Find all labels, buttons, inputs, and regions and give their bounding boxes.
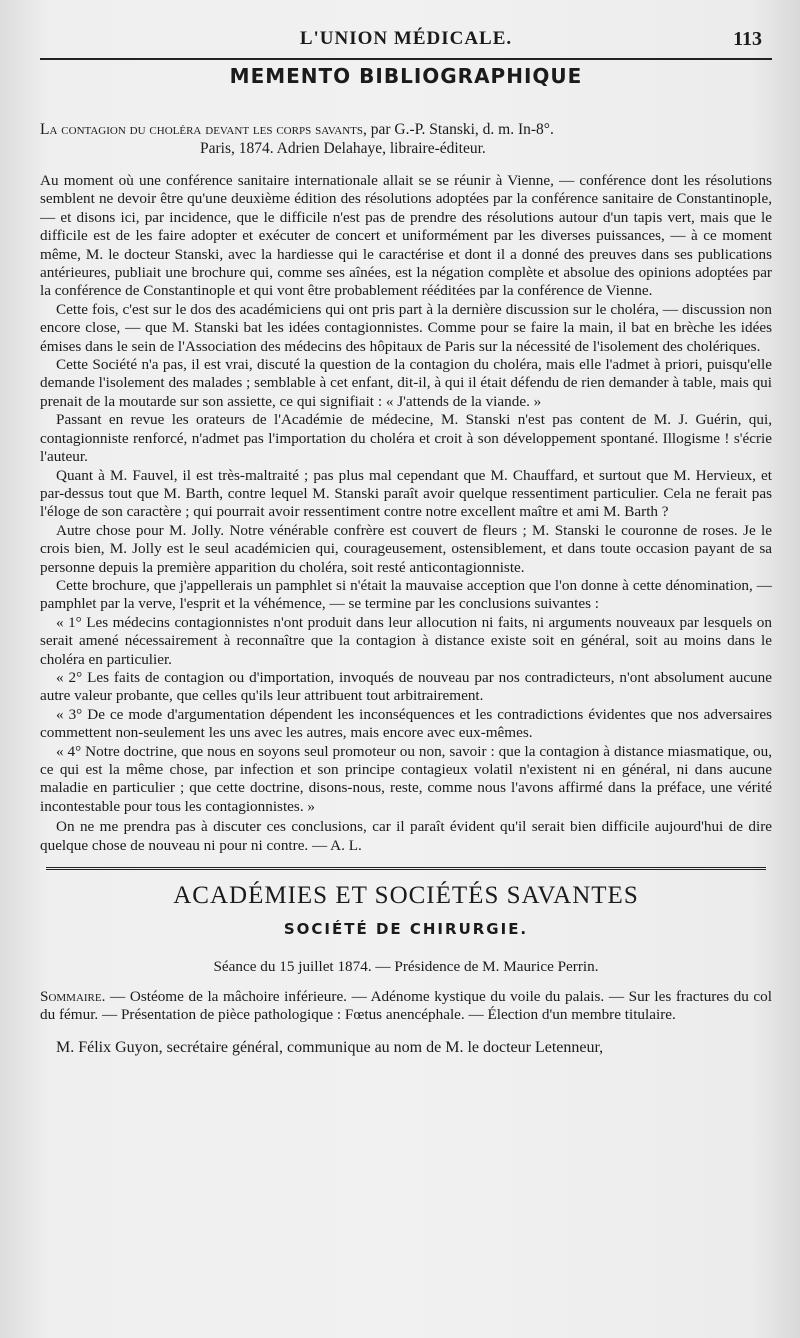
conclusion-item: « 1° Les médecins contagionnistes n'ont produit dans leur allocution ni faits, ni arguments nouveaux par lesquels on serait amené nécessairement à reconnaître que la contagion à distance existe soit en général, soit au moins dans le choléra en particulier.: [40, 613, 772, 668]
review-paragraph: Cette Société n'a pas, il est vrai, discuté la question de la contagion du choléra, mais elle l'admet à priori, puisqu'elle demande l'isolement des malades ; semblable à cet enfant, dit-il, à qui il était défendu de rien demander à table, mais qui prenait de la moutarde sur son assiette, ce qui signifiait : « J'attends de la viande. »: [40, 356, 772, 410]
conclusion-item: « 3° De ce mode d'argumentation dépendent les inconséquences et les contradictions évidentes que nos adversaires commettent non-seulement les uns avec les autres, mais encore avec eux-mêmes.: [40, 705, 772, 742]
review-paragraph: Au moment où une conférence sanitaire internationale allait se se réunir à Vienne, — conférence dont les résolutions semblent ne devoir être qu'une deuxième édition des résolutions adoptées par la conférence sanitaire de Constantinople, — et disons ici, par incidence, que le difficile n'est pas de prendre des résolutions autour d'un tapis vert, mais que le difficile est de les faire adopter et exécuter de concert et uniformément par les diverses puissances, — à ce moment même, M. le docteur Stanski, avec la hardiesse qui le caractérise et dont il a donné des preuves dans ses publications antérieures, publiait une brochure qui, comme ses aînées, est la négation complète et absolue des opinions adoptées par la conférence de Constantinople et qui vont être probablement rééditées par la conférence de Vienne.: [40, 172, 772, 300]
bibliographic-reference: [40, 120, 772, 158]
memento-title: MEMENTO BIBLIOGRAPHIQUE: [229, 64, 583, 88]
review-paragraph: Cette brochure, que j'appellerais un pamphlet si n'était la mauvaise acception que l'on donne à cette dénomination, — pamphlet par la verve, l'esprit et la véhémence, — se termine par les conclusions suivantes :: [40, 576, 772, 613]
section-divider: [46, 867, 766, 870]
reference-author: par G.-P. Stanski, d. m. In-8°.: [366, 121, 554, 138]
review-paragraph: Quant à M. Fauvel, il est très-maltraité ; pas plus mal cependant que M. Chauffard, et surtout que M. Hervieux, et par-dessus tout que M. Barth, contre lequel M. Stanski paraît avoir quelque ressentiment particulier. Cela ne ferait pas l'éloge de son caractère ; qui pourrait avoir ressentiment contre notre excellent maître et ami M. Barth ?: [40, 466, 772, 521]
header-rule: [40, 58, 772, 60]
session-summary: [40, 988, 772, 1024]
summary-text: — Ostéome de la mâchoire inférieure. — Adénome kystique du voile du palais. — Sur les fractures du col du fémur. — Présentation de pièce pathologique : Fœtus anencéphale. — Élection d'un membre titulaire.: [40, 988, 772, 1024]
review-closing: On ne me prendra pas à discuter ces conclusions, car il paraît évident qu'il serait bien difficile aujourd'hui de dire quelque chose de nouveau ni pour ni contre. — A. L.: [40, 818, 772, 854]
society-title: SOCIÉTÉ DE CHIRURGIE.: [283, 920, 529, 939]
meeting-line: Séance du 15 juillet 1874. — Présidence de M. Maurice Perrin.: [213, 958, 599, 976]
reference-publisher: Paris, 1874. Adrien Delahaye, libraire-éditeur.: [200, 140, 486, 157]
review-paragraph: Autre chose pour M. Jolly. Notre vénérable confrère est couvert de fleurs ; M. Stanski le couronne de roses. Je le crois bien, M. Jolly est le seul académicien qui, courageusement, ostensiblement, et dans toute occasion payant de sa personne depuis la première apparition du choléra, soit resté anticontagionniste.: [40, 521, 772, 576]
review-paragraph: Cette fois, c'est sur le dos des académiciens qui ont pris part à la dernière discussion sur le choléra, — discussion non encore close, — que M. Stanski bat les idées contagionnistes. Comme pour se faire la main, il bat en brèche les idées émises dans le sein de l'Association des médecins des hôpitaux de Paris sur la nécessité de l'isolement des cholériques.: [40, 300, 772, 355]
academies-title: ACADÉMIES ET SOCIÉTÉS SAVANTES: [173, 882, 639, 910]
running-title: L'UNION MÉDICALE.: [299, 28, 513, 49]
conclusion-item: « 4° Notre doctrine, que nous en soyons seul promoteur ou non, savoir : que la contagion à distance miasmatique, ou, ce qui est la même chose, par infection et son principe contagieux volatil n'existent ni en général, ni dans aucune maladie en particulier ; que cette doctrine, disons-nous, reste, comme nous l'avons affirmé dans la préface, une vérité incontestable pour tous les contagionnistes. »: [40, 742, 772, 815]
reference-title: La contagion du choléra devant les corps savants,: [40, 121, 367, 138]
review-body: [40, 172, 772, 855]
page-number: 113: [733, 28, 762, 50]
session-opening-line: M. Félix Guyon, secrétaire général, communique au nom de M. le docteur Letenneur,: [56, 1039, 604, 1057]
review-paragraph: Passant en revue les orateurs de l'Académie de médecine, M. Stanski n'est pas content de M. J. Guérin, qui, contagionniste renforcé, n'admet pas l'importation du choléra et croit à son développement spontané. Illogisme ! s'écrie l'auteur.: [40, 411, 772, 466]
conclusion-item: « 2° Les faits de contagion ou d'importation, invoqués de nouveau par nos contradicteurs, n'ont absolument aucune autre valeur probante, que celles qu'ils leur attribuent tout arbitrairement.: [40, 668, 772, 705]
running-header: [40, 22, 772, 52]
summary-label: Sommaire.: [40, 988, 106, 1006]
